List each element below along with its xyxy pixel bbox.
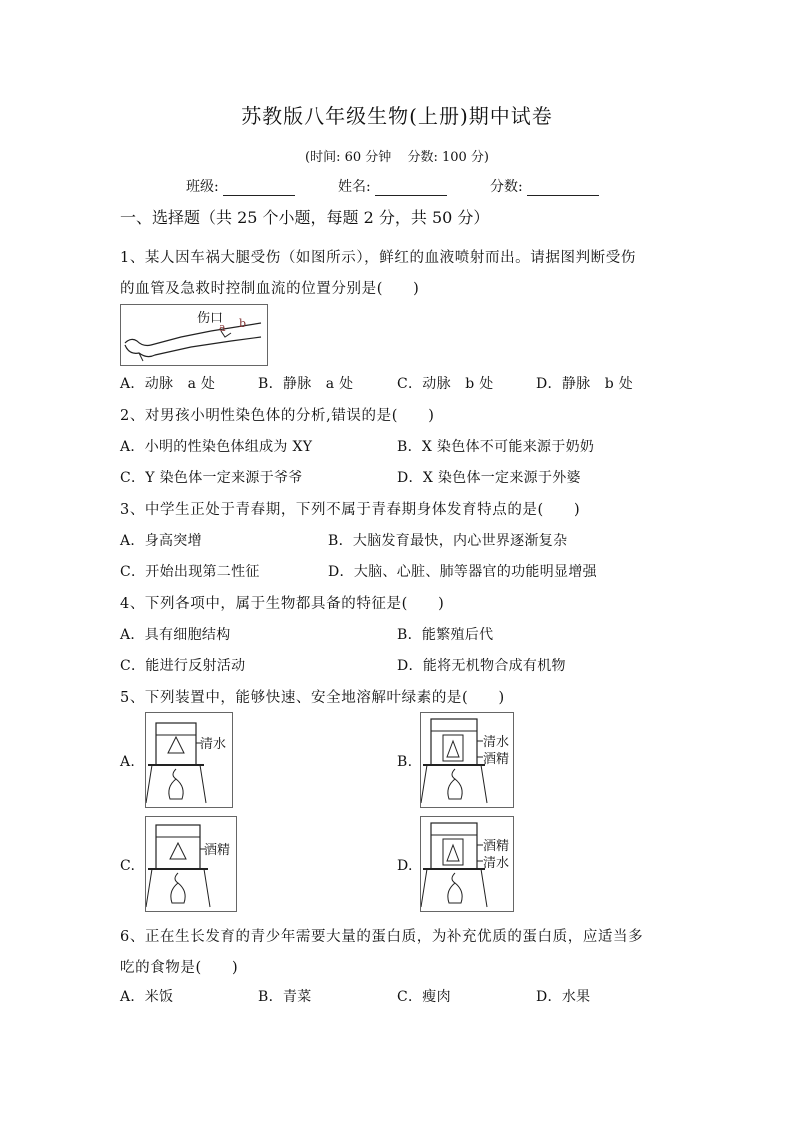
q1-stem-line2: 的血管及急救时控制血流的位置分别是( ) xyxy=(120,281,420,297)
q1-option-b: B．静脉 a 处 xyxy=(258,376,354,392)
q6-option-a: A．米饭 xyxy=(120,989,174,1005)
q5-apparatus-c xyxy=(145,816,237,912)
q3-option-a: A．身高突增 xyxy=(120,533,202,549)
q5-apparatus-a xyxy=(145,712,233,808)
exam-total-score: 分数: 100 分) xyxy=(407,150,489,165)
q2-option-c: C．Y 染色体一定来源于爷爷 xyxy=(120,470,303,486)
q6-stem-line2: 吃的食物是( ) xyxy=(120,960,239,976)
q5b-alcohol-label: 酒精 xyxy=(483,752,510,767)
q6-option-d: D．水果 xyxy=(536,989,591,1005)
q5-apparatus-b xyxy=(420,712,514,808)
beaker-a-drawing xyxy=(146,713,232,807)
point-a-label: a xyxy=(219,321,226,334)
score-blank xyxy=(527,181,599,196)
q1-option-d: D．静脉 b 处 xyxy=(536,376,634,392)
q5b-water-label: 清水 xyxy=(483,735,510,750)
q4-option-c: C．能进行反射活动 xyxy=(120,658,246,674)
q1-option-c: C．动脉 b 处 xyxy=(397,376,494,392)
q5-option-c-letter: C. xyxy=(120,858,136,874)
score-label: 分数: xyxy=(490,179,523,195)
q1-stem-line1: 1、某人因车祸大腿受伤（如图所示），鲜红的血液喷射而出。请据图判断受伤 xyxy=(120,250,636,266)
section-title: 一、选择题（共 25 个小题，每题 2 分，共 50 分） xyxy=(120,208,490,227)
q2-stem: 2、对男孩小明性染色体的分析,错误的是( ) xyxy=(120,408,435,424)
q2-option-a: A．小明的性染色体组成为 XY xyxy=(120,439,313,455)
q6-stem-line1: 6、正在生长发育的青少年需要大量的蛋白质，为补充优质的蛋白质，应适当多 xyxy=(120,929,644,945)
q3-option-c: C．开始出现第二性征 xyxy=(120,564,260,580)
q5-stem: 5、下列装置中，能够快速、安全地溶解叶绿素的是( ) xyxy=(120,690,505,706)
q2-option-b: B．X 染色体不可能来源于奶奶 xyxy=(397,439,595,455)
score-field xyxy=(490,176,599,196)
q4-option-a: A．具有细胞结构 xyxy=(120,627,231,643)
q5d-alcohol-label: 酒精 xyxy=(483,839,510,854)
exam-meta xyxy=(0,146,794,165)
q5-option-b-letter: B. xyxy=(397,754,413,770)
q3-stem: 3、中学生正处于青春期，下列不属于青春期身体发育特点的是( ) xyxy=(120,502,581,518)
q5d-water-label: 清水 xyxy=(483,856,510,871)
class-blank xyxy=(223,181,295,196)
point-b-label: b xyxy=(239,317,247,330)
name-blank xyxy=(375,181,447,196)
class-label: 班级: xyxy=(186,179,219,195)
name-field xyxy=(338,176,447,196)
q4-option-d: D．能将无机物合成有机物 xyxy=(397,658,566,674)
exam-time: (时间: 60 分钟 xyxy=(305,150,392,165)
q3-option-d: D．大脑、心脏、肺等器官的功能明显增强 xyxy=(328,564,597,580)
q5a-water-label: 清水 xyxy=(200,737,227,752)
wound-label: 伤口 xyxy=(197,311,224,326)
leg-drawing xyxy=(121,305,267,365)
class-field xyxy=(186,176,295,196)
q4-option-b: B．能繁殖后代 xyxy=(397,627,494,643)
q5-apparatus-d xyxy=(420,816,514,912)
q2-option-d: D．X 染色体一定来源于外婆 xyxy=(397,470,581,486)
q5-option-a-letter: A. xyxy=(120,754,136,770)
q6-option-b: B．青菜 xyxy=(258,989,312,1005)
beaker-c-drawing xyxy=(146,817,236,911)
q4-stem: 4、下列各项中，属于生物都具备的特征是( ) xyxy=(120,596,445,612)
q6-option-c: C．瘦肉 xyxy=(397,989,451,1005)
q1-leg-figure xyxy=(120,304,268,366)
q5-option-d-letter: D. xyxy=(397,858,413,874)
q5c-alcohol-label: 酒精 xyxy=(204,843,231,858)
name-label: 姓名: xyxy=(338,179,371,195)
q1-option-a: A．动脉 a 处 xyxy=(120,376,216,392)
q3-option-b: B．大脑发育最快，内心世界逐渐复杂 xyxy=(328,533,568,549)
exam-title: 苏教版八年级生物(上册)期中试卷 xyxy=(241,104,553,128)
